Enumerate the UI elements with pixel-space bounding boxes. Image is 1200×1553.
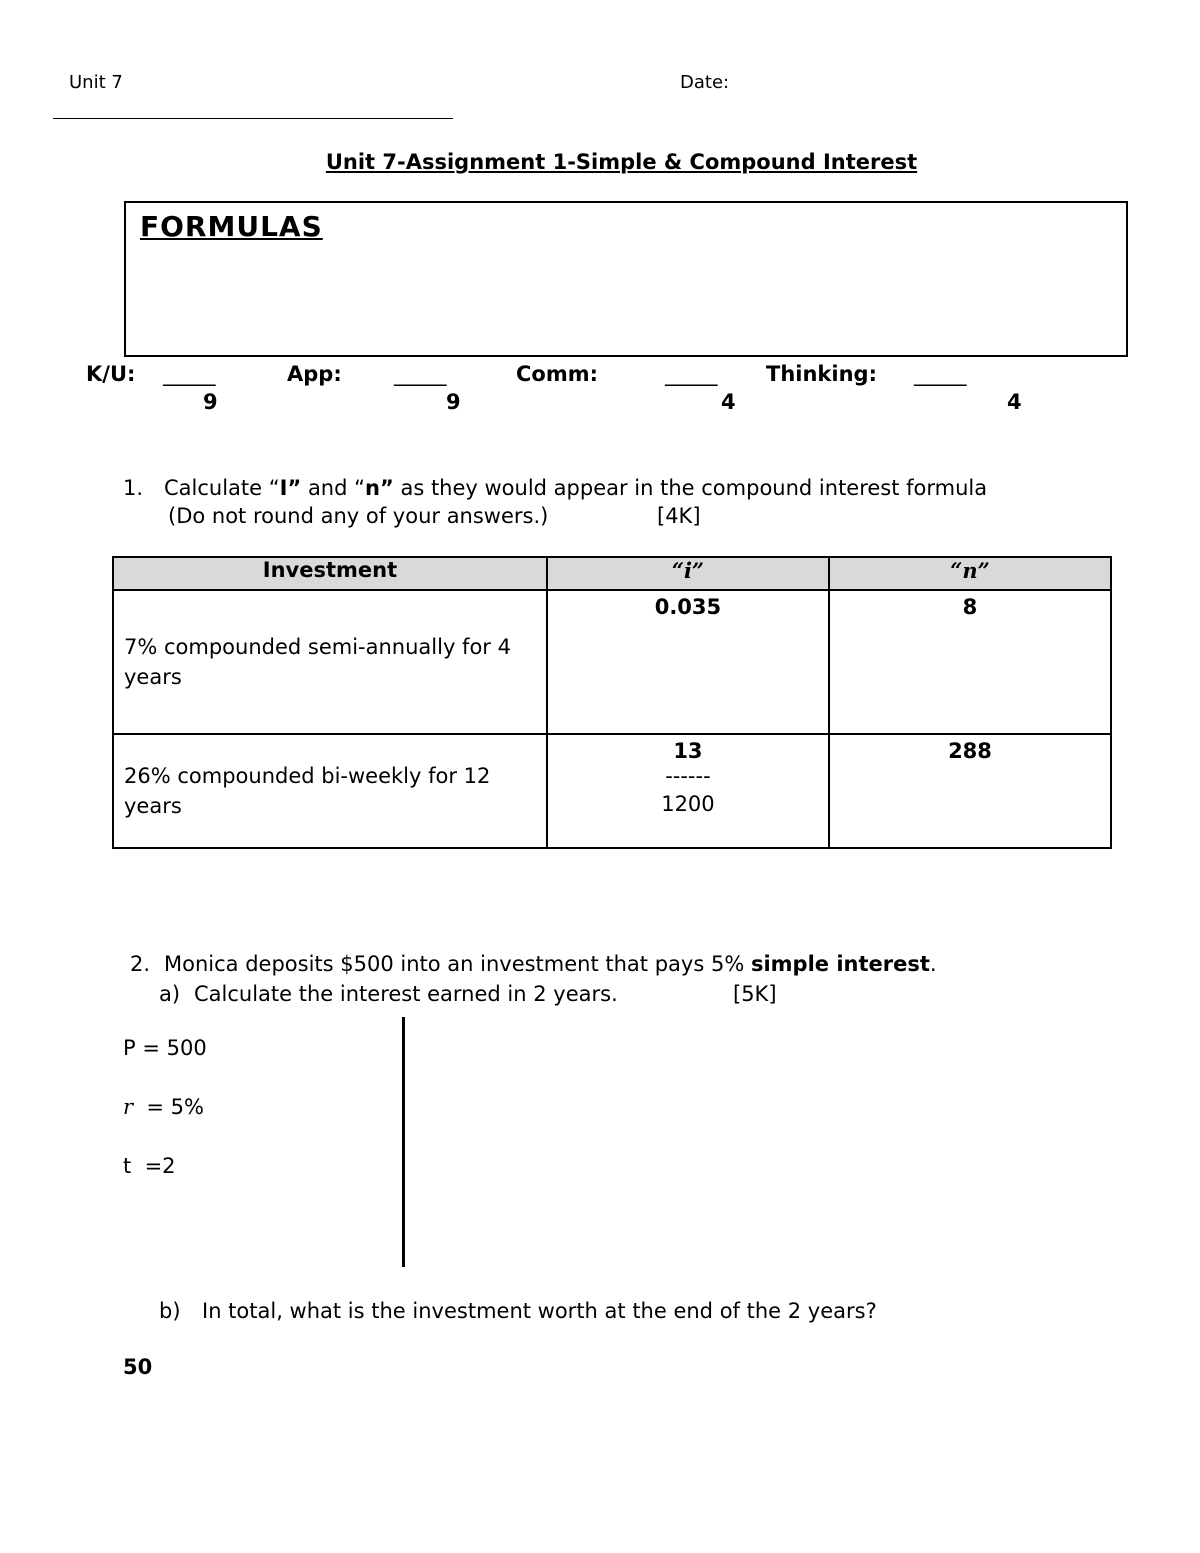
formulas-heading: FORMULAS bbox=[140, 210, 323, 243]
mark-label-app: App: bbox=[287, 362, 342, 386]
investment-table bbox=[112, 556, 1112, 849]
given-r: r = 5% bbox=[123, 1095, 204, 1119]
mark-total-app: 9 bbox=[446, 390, 461, 414]
mark-label-thinking: Thinking: bbox=[766, 362, 877, 386]
row2-investment: 26% compounded bi-weekly for 12 years bbox=[113, 734, 547, 848]
row2-i-cell bbox=[547, 734, 829, 848]
header-investment: Investment bbox=[113, 557, 547, 590]
row1-n-value: 8 bbox=[962, 595, 978, 619]
table-header-row bbox=[113, 557, 1111, 590]
q2b-label: b) bbox=[159, 1299, 181, 1323]
row2-n-value: 288 bbox=[948, 739, 992, 763]
date-line bbox=[53, 118, 453, 119]
q2-number: 2. bbox=[130, 952, 151, 976]
page-total: 50 bbox=[123, 1355, 153, 1379]
row1-investment: 7% compounded semi-annually for 4 years bbox=[113, 590, 547, 734]
row2-n-cell bbox=[829, 734, 1111, 848]
mark-total-ku: 9 bbox=[203, 390, 218, 414]
mark-total-thinking: 4 bbox=[1007, 390, 1022, 414]
work-divider-line bbox=[402, 1017, 405, 1267]
header-n: “n” bbox=[829, 557, 1111, 590]
q2-text: Monica deposits $500 into an investment that pays 5% simple interest. bbox=[164, 952, 937, 976]
row2-i-numerator: 13 bbox=[673, 739, 703, 763]
page-title: Unit 7-Assignment 1-Simple & Compound Interest bbox=[325, 150, 918, 174]
q2a-label: a) bbox=[159, 982, 181, 1006]
given-t: t =2 bbox=[123, 1154, 176, 1178]
date-label: Date: bbox=[680, 72, 730, 93]
row1-n-cell bbox=[829, 590, 1111, 734]
given-p: P = 500 bbox=[123, 1036, 207, 1060]
q1-text: Calculate “I” and “n” as they would appear in the compound interest formula bbox=[164, 476, 988, 500]
q1-marks: [4K] bbox=[657, 504, 701, 528]
unit-label: Unit 7 bbox=[69, 72, 123, 93]
row1-i-cell bbox=[547, 590, 829, 734]
mark-blank-thinking: _____ bbox=[914, 362, 967, 386]
mark-blank-app: _____ bbox=[394, 362, 447, 386]
mark-label-ku: K/U: bbox=[86, 362, 136, 386]
mark-blank-ku: _____ bbox=[163, 362, 216, 386]
q2a-marks: [5K] bbox=[733, 982, 777, 1006]
mark-blank-comm: _____ bbox=[665, 362, 718, 386]
row2-i-denominator: 1200 bbox=[661, 792, 715, 816]
q1-number: 1. bbox=[123, 476, 144, 500]
row1-i-value: 0.035 bbox=[654, 595, 722, 619]
q1-note: (Do not round any of your answers.) bbox=[168, 504, 549, 528]
table-row bbox=[113, 590, 1111, 734]
q2b-text: In total, what is the investment worth at the end of the 2 years? bbox=[202, 1299, 877, 1323]
mark-total-comm: 4 bbox=[721, 390, 736, 414]
mark-label-comm: Comm: bbox=[516, 362, 599, 386]
table-row bbox=[113, 734, 1111, 848]
header-i: “i” bbox=[547, 557, 829, 590]
row2-i-fraction-bar: ------ bbox=[665, 764, 711, 788]
q2a-text: Calculate the interest earned in 2 years. bbox=[194, 982, 618, 1006]
